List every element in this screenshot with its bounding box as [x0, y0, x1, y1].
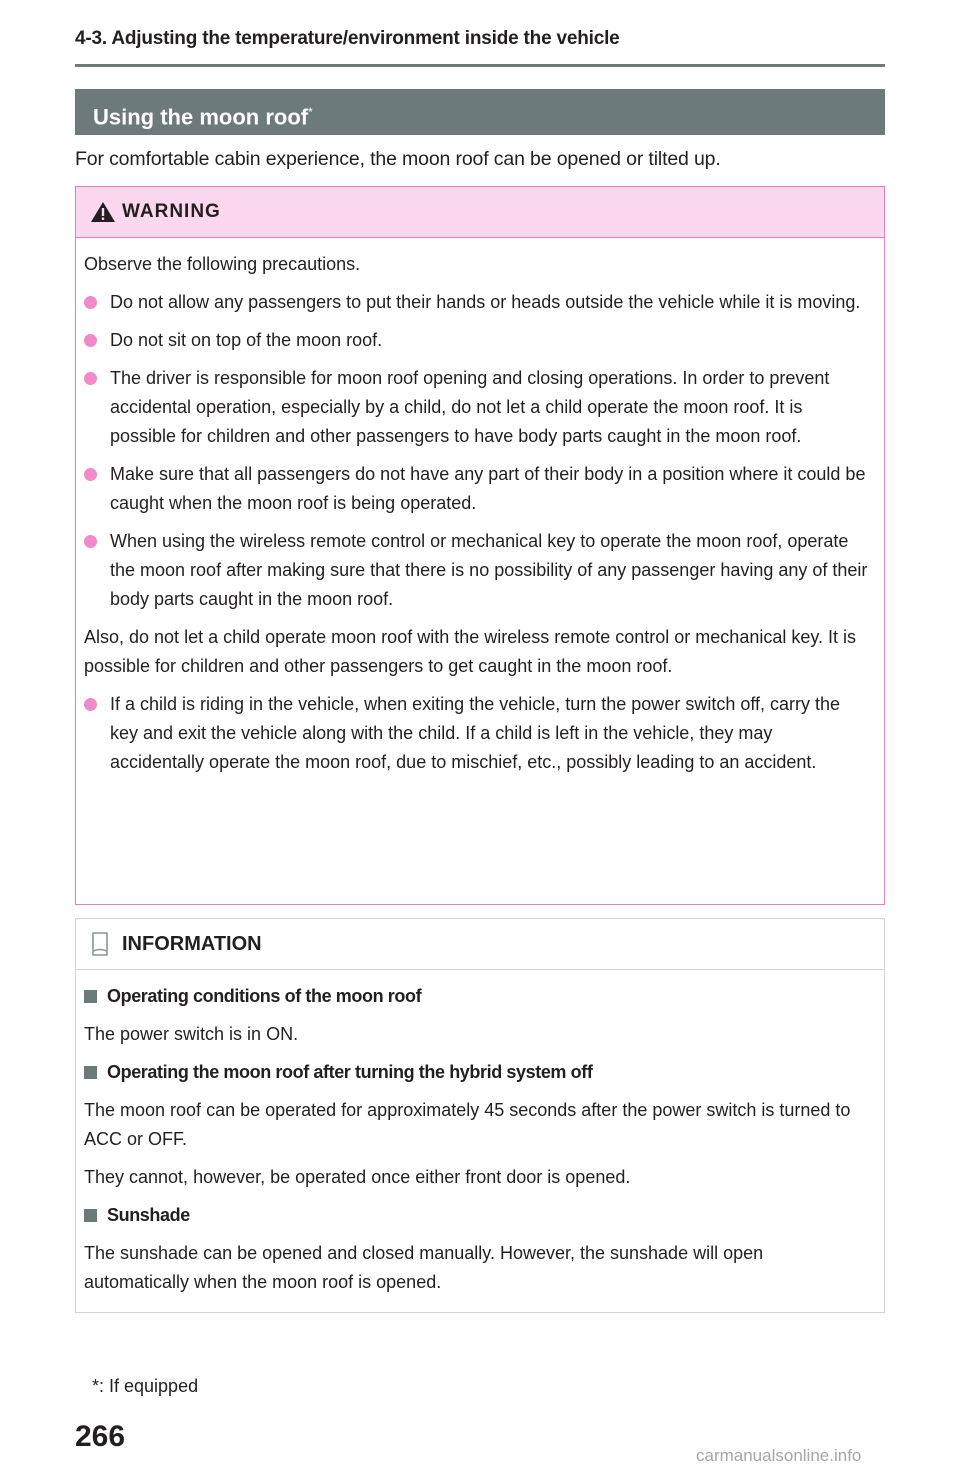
warning-item: The driver is responsible for moon roof opening and closing operations. In order to prevent accidental operation, especially by a child, do not let a child operate the moon roof. It is possible for children and other passengers to have body parts caught in the moon roof.: [84, 364, 870, 451]
info-paragraph: The sunshade can be opened and closed manually. However, the sunshade will open automatically when the moon roof is opened.: [84, 1243, 764, 1292]
info-subheading: Operating the moon roof after turning the hybrid system off: [84, 1058, 870, 1087]
bullet-dot-icon: [84, 698, 97, 711]
section-title: Using the moon roof: [93, 104, 309, 130]
warning-box: [75, 186, 885, 905]
warning-item: If a child is riding in the vehicle, when exiting the vehicle, turn the power switch off, carry the key and exit the vehicle along with the child. If a child is left in the vehicle, they may accidentally operate the moon roof, due to mischief, etc., possibly leading to an accident.: [84, 690, 870, 777]
information-heading: INFORMATION: [122, 932, 262, 955]
warning-item: Do not allow any passengers to put their hands or heads outside the vehicle while it is moving.: [84, 288, 870, 317]
square-bullet-icon: [84, 990, 97, 1003]
footnote: *: If equipped: [92, 1376, 199, 1396]
page-number: 266: [75, 1420, 126, 1453]
info-subheading: Operating conditions of the moon roof: [84, 982, 870, 1011]
warning-triangle-icon: [90, 200, 116, 224]
information-box: [75, 918, 885, 1313]
warning-extra-text: Also, do not let a child operate moon roof with the wireless remote control or mechanical key. It is possible for children and other passengers to get caught in the moon roof.: [84, 627, 857, 676]
notebook-icon: [90, 931, 112, 957]
bullet-dot-icon: [84, 535, 97, 548]
bullet-dot-icon: [84, 468, 97, 481]
section-title-mark: *: [308, 105, 313, 119]
warning-heading: WARNING: [122, 201, 221, 222]
info-subheading: Sunshade: [84, 1201, 870, 1230]
bullet-dot-icon: [84, 296, 97, 309]
warning-item: When using the wireless remote control or mechanical key to operate the moon roof, operate the moon roof after making sure that there is no possibility of any passenger having any of their body parts caught in the moon roof.: [84, 527, 870, 614]
warning-item: Make sure that all passengers do not have any part of their body in a position where it could be caught when the moon roof is being operated.: [84, 460, 870, 518]
page-header-title: 4-3. Adjusting the temperature/environment inside the vehicle: [75, 28, 620, 49]
warning-header: [76, 187, 884, 238]
header-rule: [75, 64, 885, 67]
warning-body: [76, 238, 884, 777]
intro-text: For comfortable cabin experience, the moon roof can be opened or tilted up.: [75, 148, 721, 170]
information-header: [76, 919, 884, 970]
watermark-text: carmanualsonline.info: [696, 1446, 862, 1465]
square-bullet-icon: [84, 1209, 97, 1222]
info-paragraph: The moon roof can be operated for approximately 45 seconds after the power switch is turned to ACC or OFF.: [84, 1100, 851, 1149]
warning-item: Do not sit on top of the moon roof.: [84, 326, 870, 355]
info-paragraph: They cannot, however, be operated once either front door is opened.: [84, 1167, 631, 1187]
bullet-dot-icon: [84, 334, 97, 347]
bullet-dot-icon: [84, 372, 97, 385]
square-bullet-icon: [84, 1066, 97, 1079]
section-title-bar: [75, 89, 885, 135]
warning-lead: Observe the following precautions.: [84, 254, 361, 274]
information-body: [76, 970, 884, 1297]
info-paragraph: The power switch is in ON.: [84, 1024, 299, 1044]
